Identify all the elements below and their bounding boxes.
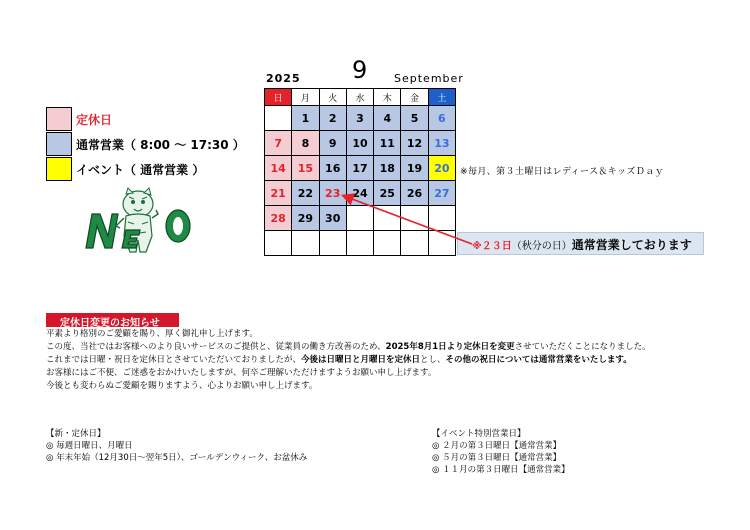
calendar-year: 2025 <box>266 72 301 85</box>
event-days-list <box>432 428 570 476</box>
special-business-notice <box>457 232 704 255</box>
calendar-day-cell: 12 <box>401 131 428 156</box>
announcement-line: これまでは日曜・祝日を定休日とさせていただいておりましたが、今後は日曜日と月曜日を定休日とし、その他の祝日については通常営業をいたします。 <box>46 355 632 365</box>
event-days-title: 【イベント特別営業日】 <box>432 429 526 439</box>
calendar-day-cell: 16 <box>319 156 346 181</box>
calendar-week-row <box>265 156 456 181</box>
list-item: ◎ １１月の第３日曜日【通常営業】 <box>432 465 570 475</box>
calendar-day-cell: 6 <box>428 106 455 131</box>
list-item: ◎ ２月の第３日曜日【通常営業】 <box>432 441 562 451</box>
calendar-day-cell: 28 <box>265 206 292 231</box>
list-item: ◎ ５月の第３日曜日【通常営業】 <box>432 453 562 463</box>
calendar-day-cell: 11 <box>374 131 401 156</box>
tiger-mascot-icon <box>82 186 198 258</box>
weekday-header: 日 <box>265 89 292 106</box>
notice-text: 通常営業しております <box>571 238 692 252</box>
legend-event-label: イベント（ 通常営業 ） <box>76 163 205 177</box>
calendar-day-cell: 21 <box>265 181 292 206</box>
calendar-day-cell: 13 <box>428 131 455 156</box>
weekday-header: 土 <box>428 89 455 106</box>
calendar-day-cell: 29 <box>292 206 319 231</box>
calendar-day-cell: 10 <box>346 131 373 156</box>
weekday-header: 金 <box>401 89 428 106</box>
calendar-day-cell: 7 <box>265 131 292 156</box>
calendar-day-cell: 8 <box>292 131 319 156</box>
calendar-day-cell: 1 <box>292 106 319 131</box>
calendar-day-cell: 19 <box>401 156 428 181</box>
holiday-swatch <box>46 107 72 131</box>
list-item: ◎ 年末年始（12月30日～翌年5日）、ゴールデンウィーク、お盆休み <box>46 453 308 463</box>
weekday-header: 月 <box>292 89 319 106</box>
calendar-week-row <box>265 106 456 131</box>
announcement-line: 平素より格別のご愛顧を賜り、厚く御礼申し上げます。 <box>46 329 258 339</box>
new-holidays-title: 【新・定休日】 <box>46 429 106 439</box>
weekday-header: 木 <box>374 89 401 106</box>
weekday-header: 水 <box>346 89 373 106</box>
legend-holiday-label: 定休日 <box>76 113 113 127</box>
calendar-day-cell: 3 <box>346 106 373 131</box>
list-item: ◎ 毎週日曜日、月曜日 <box>46 441 133 451</box>
calendar-month-number: 9 <box>352 56 368 84</box>
calendar-empty-cell <box>292 231 319 256</box>
calendar-week-row <box>265 131 456 156</box>
calendar-day-cell: 26 <box>401 181 428 206</box>
calendar-day-cell: 18 <box>374 156 401 181</box>
calendar-month-name: September <box>394 72 464 85</box>
legend-normal-label: 通常営業（ 8:00 ～ 17:30 ） <box>76 138 245 152</box>
calendar-empty-cell <box>265 106 292 131</box>
calendar-day-cell: 20 <box>428 156 455 181</box>
announcement-line: この度、当社ではお客様へのより良いサービスのご提供と、従業員の働き方改善のため、2025年8月1日より定休日を変更させていただくことになりました。 <box>46 342 651 352</box>
normal-swatch <box>46 132 72 156</box>
calendar-day-cell: 24 <box>346 181 373 206</box>
announcement-line: お客様にはご不便、ご迷惑をおかけいたしますが、何卒ご理解いただけますようお願い申し上げます。 <box>46 368 437 378</box>
calendar-day-cell: 25 <box>374 181 401 206</box>
ladies-day-note: ※毎月、第３土曜日はレディース＆キッズＤａｙ <box>460 167 664 177</box>
calendar-day-cell: 14 <box>265 156 292 181</box>
announcement-body <box>46 328 651 393</box>
pointer-arrow-icon <box>320 186 480 256</box>
new-holidays-list <box>46 428 307 464</box>
calendar-empty-cell <box>265 231 292 256</box>
calendar-day-cell: 5 <box>401 106 428 131</box>
announcement-title: 定休日変更のお知らせ <box>46 313 179 327</box>
calendar-day-cell: 22 <box>292 181 319 206</box>
calendar-day-cell: 27 <box>428 181 455 206</box>
calendar-day-cell: 2 <box>319 106 346 131</box>
event-swatch <box>46 157 72 181</box>
calendar-day-cell: 23 <box>319 181 346 206</box>
calendar-day-cell: 15 <box>292 156 319 181</box>
calendar-day-cell: 9 <box>319 131 346 156</box>
highlight-date: 2025年8月1日より定休日を変更 <box>385 342 515 352</box>
calendar-day-cell: 17 <box>346 156 373 181</box>
calendar-day-cell: 4 <box>374 106 401 131</box>
weekday-header: 火 <box>319 89 346 106</box>
calendar-day-cell: 30 <box>319 206 346 231</box>
notice-date: ※２３日 <box>472 241 512 252</box>
announcement-line: 今後とも変わらぬご愛顧を賜りますよう、心よりお願い申し上げます。 <box>46 381 318 391</box>
notice-holiday-name: （秋分の日） <box>511 241 572 252</box>
